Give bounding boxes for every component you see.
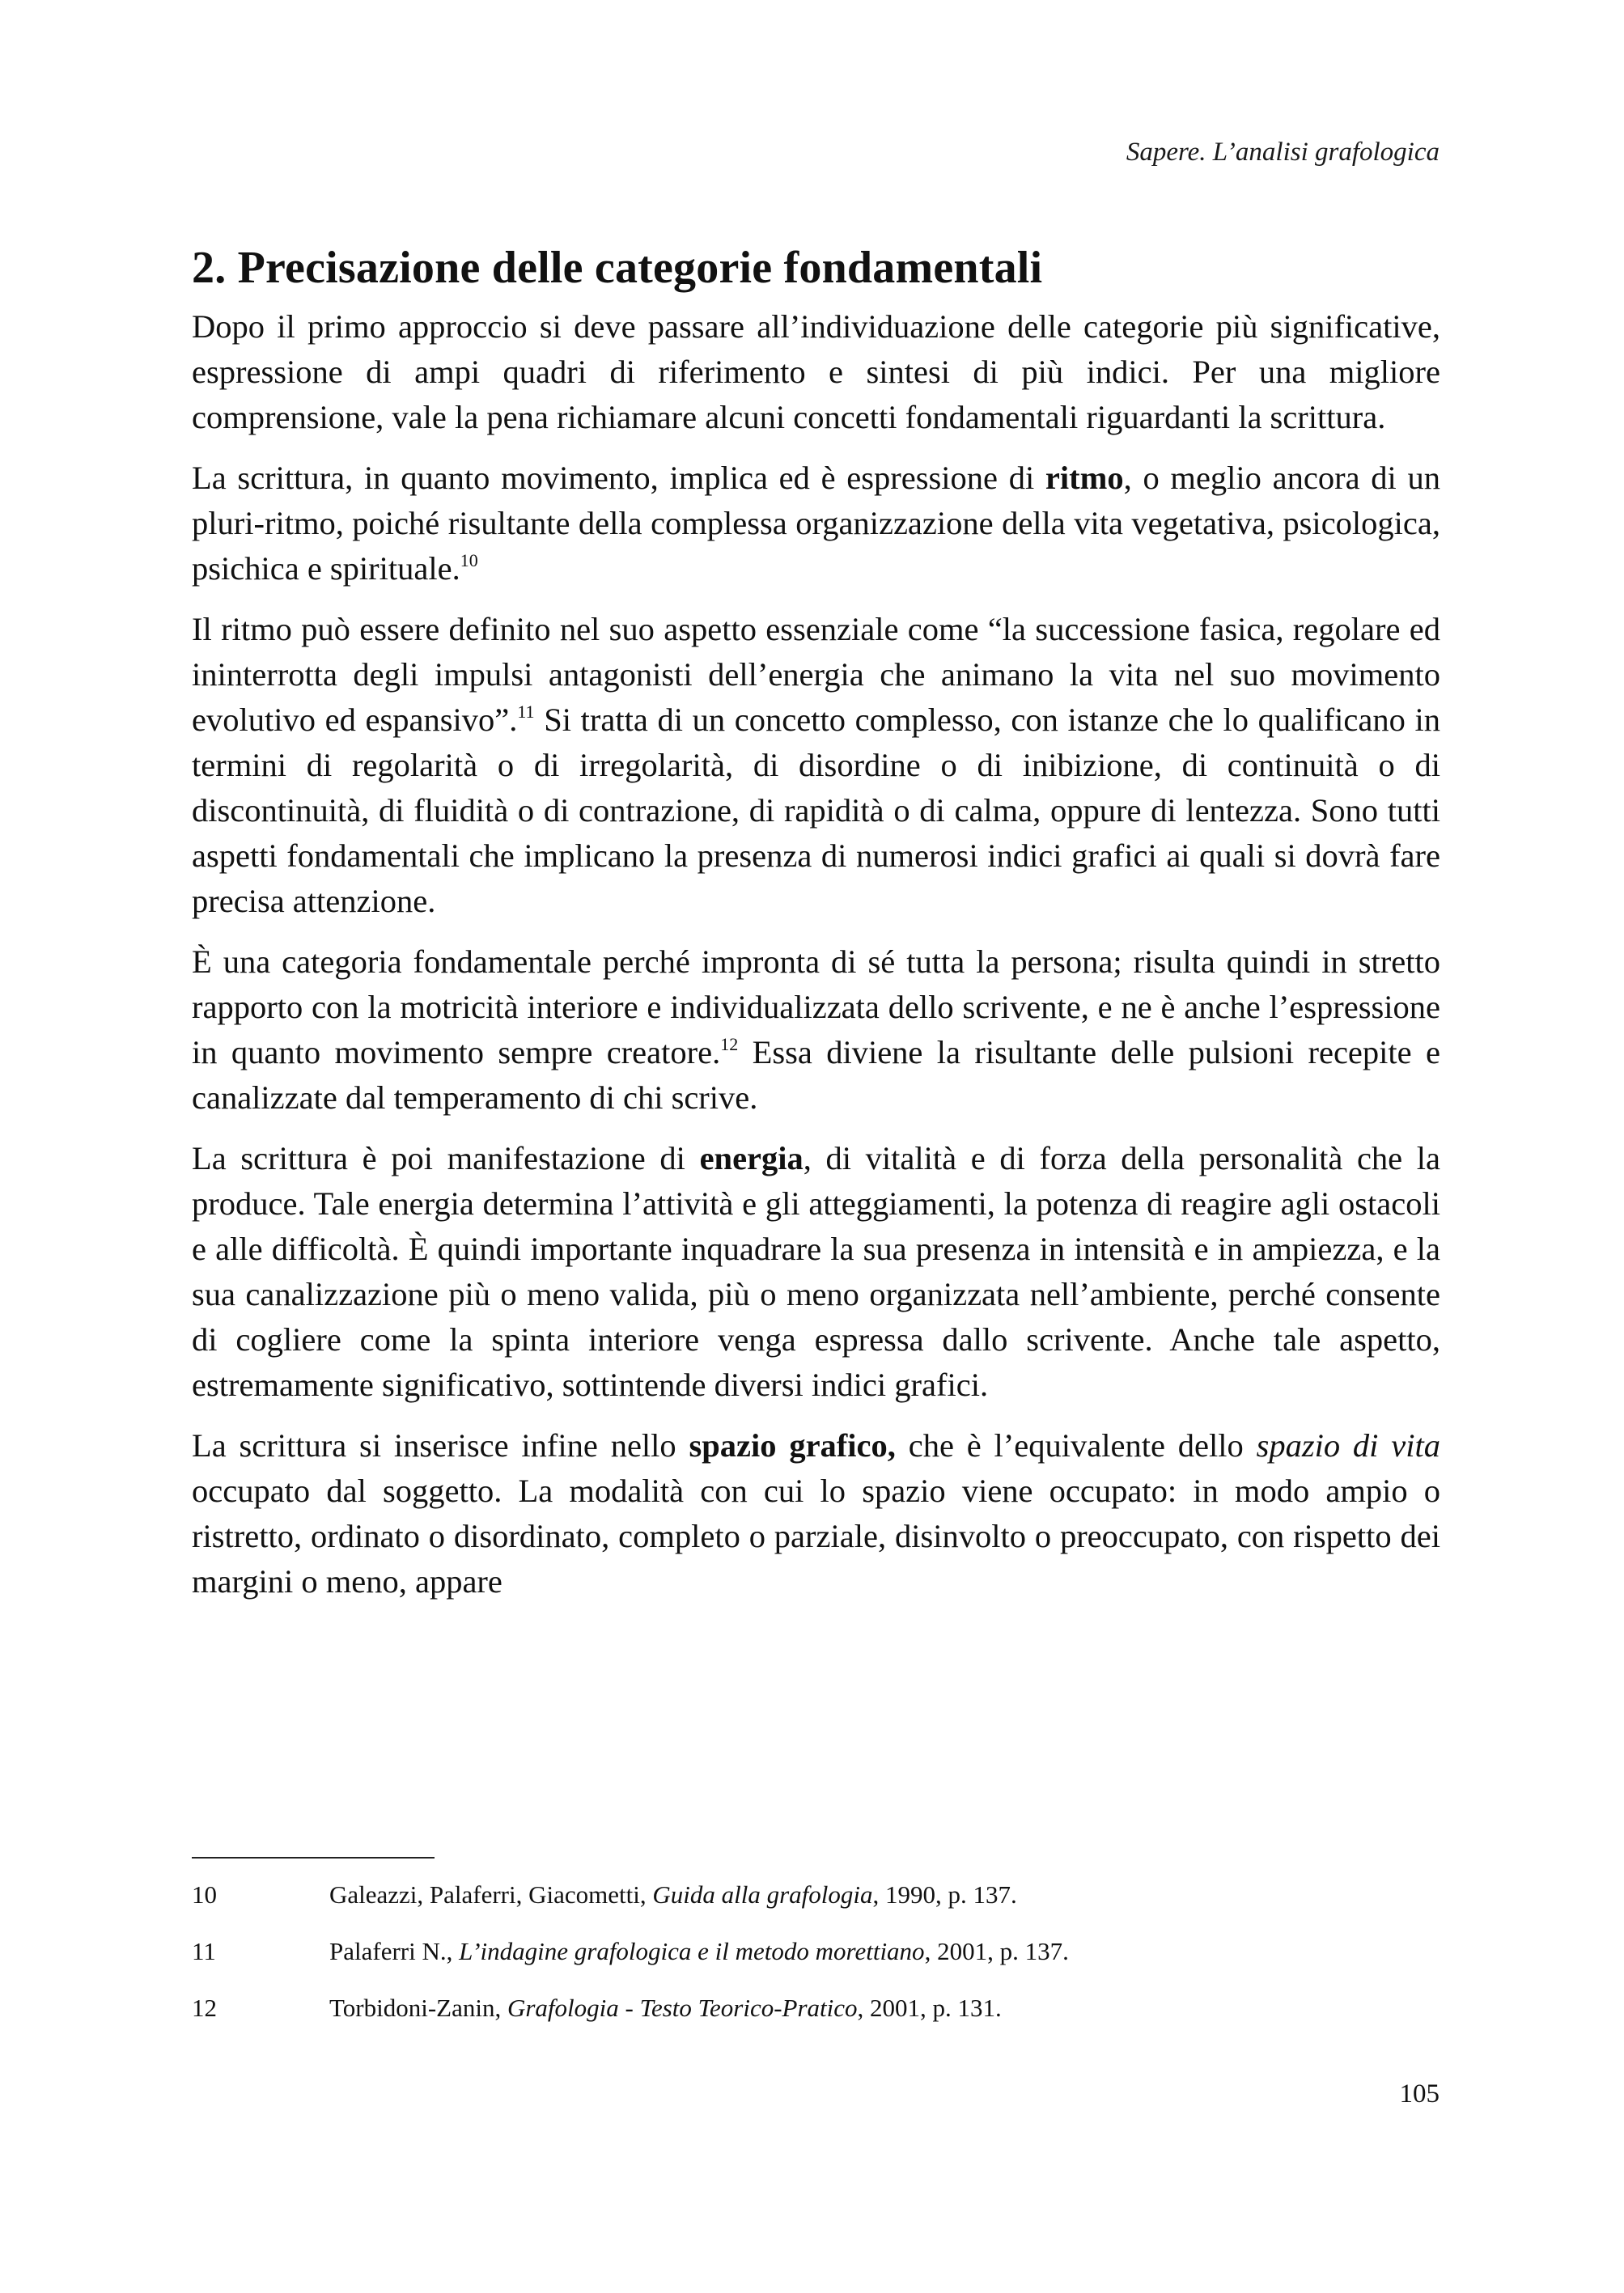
paragraph-1: [192, 304, 1440, 440]
paragraph-text: Il ritmo può essere definito nel suo aspetto essenziale come “la successione fasica, regolare ed ininterrotta degli impulsi antagonisti dell’energia che animano la vita nel suo movimento evolutivo ed espansivo”.: [192, 611, 1440, 738]
paragraph-3: [192, 607, 1440, 924]
footnote-authors: Palaferri N.,: [329, 1937, 460, 1965]
paragraph-text: Dopo il primo approccio si deve passare all’individuazione delle categorie più significative, espressione di ampi quadri di riferimento e sintesi di più indici. Per una migliore comprensione, vale la pena richiamare alcuni concetti fondamentali riguardanti la scrittura.: [192, 308, 1440, 435]
keyword-energia: energia: [699, 1140, 804, 1176]
paragraph-6: [192, 1423, 1440, 1604]
footnote-number: 12: [192, 1994, 217, 2022]
page-number: 105: [1399, 2079, 1440, 2109]
paragraph-text: È una categoria fondamentale perché impronta di sé tutta la persona; risulta quindi in stretto rapporto con la motricità interiore e individualizzata dello scrivente, e ne è anche l’espressione in quanto movimento sempre creatore.: [192, 943, 1440, 1070]
footnote-ref-10[interactable]: 10: [460, 550, 478, 570]
footnote-number: 11: [192, 1937, 216, 1965]
paragraph-text: La scrittura è poi manifestazione di: [192, 1140, 700, 1176]
paragraph-text: Si tratta di un concetto complesso, con istanze che lo qualificano in termini di regolarità o di irregolarità, di disordine o di inibizione, di continuità o di discontinuità, di fluidità o di contrazione, di rapidità o di calma, oppure di lentezza. Sono tutti aspetti fondamentali che implicano la presenza di numerosi indici grafici ai quali si dovrà fare precisa attenzione.: [192, 701, 1440, 919]
footnote-book-title: L’indagine grafologica e il metodo morettiano: [459, 1937, 925, 1965]
footnotes: [192, 1876, 1440, 2045]
footnote-text: [329, 1989, 1002, 2045]
paragraph-text: , di vitalità e di forza della personalità che la produce. Tale energia determina l’attività e gli atteggiamenti, la potenza di reagire agli ostacoli e alle difficoltà. È quindi importante inquadrare la sua presenza in intensità e in ampiezza, e la sua canalizzazione più o meno valida, più o meno organizzata nell’ambiente, perché consente di cogliere come la spinta interiore venga espressa dallo scrivente. Anche tale aspetto, estremamente significativo, sottintende diversi indici grafici.: [192, 1140, 1441, 1403]
paragraph-text: che è l’equivalente dello: [895, 1427, 1257, 1464]
footnote-text: [329, 1876, 1017, 1932]
footnote-pub-info: , 2001, p. 137.: [924, 1937, 1069, 1965]
footnote-authors: Galeazzi, Palaferri, Giacometti,: [329, 1880, 653, 1909]
paragraph-5: [192, 1136, 1440, 1408]
footnote-authors: Torbidoni-Zanin,: [329, 1994, 507, 2022]
paragraph-text: occupato dal soggetto. La modalità con cui lo spazio viene occupato: in modo ampio o ristretto, ordinato o disordinato, completo o parziale, disinvolto o preoccupato, con rispetto dei margini o meno, appare: [192, 1473, 1440, 1600]
footnote-pub-info: , 2001, p. 131.: [857, 1994, 1002, 2022]
paragraph-text: La scrittura si inserisce infine nello: [192, 1427, 689, 1464]
paragraph-text: La scrittura, in quanto movimento, implica ed è espressione di: [192, 460, 1045, 496]
emphasis-spazio-di-vita: spazio di vita: [1256, 1427, 1440, 1464]
keyword-ritmo: ritmo: [1045, 460, 1124, 496]
footnote-pub-info: , 1990, p. 137.: [872, 1880, 1017, 1909]
running-header: Sapere. L’analisi grafologica: [1126, 138, 1440, 167]
paragraph-text: Essa diviene la risultante delle pulsioni recepite e canalizzate dal temperamento di chi scrive.: [192, 1034, 1440, 1116]
footnote-ref-11[interactable]: 11: [517, 701, 535, 722]
keyword-spazio-grafico: spazio grafico,: [689, 1427, 896, 1464]
footnote-book-title: Guida alla grafologia: [652, 1880, 873, 1909]
footnote-text: [329, 1932, 1069, 1989]
footnote-11: [192, 1932, 1440, 1989]
footnote-10: [192, 1876, 1440, 1932]
section-title: 2. Precisazione delle categorie fondamentali: [192, 243, 1043, 293]
footnote-number: 10: [192, 1880, 217, 1909]
main-content: [192, 239, 1440, 1620]
footnote-book-title: Grafologia - Testo Teorico-Pratico: [507, 1994, 858, 2022]
footnote-ref-12[interactable]: 12: [720, 1034, 739, 1054]
paragraph-4: [192, 939, 1440, 1121]
paragraph-text: , o meglio ancora di un pluri-ritmo, poiché risultante della complessa organizzazione della vita vegetativa, psicologica, psichica e spirituale.: [192, 460, 1440, 587]
paragraph-2: [192, 456, 1440, 591]
footnote-12: [192, 1989, 1440, 2045]
footnote-divider: [192, 1857, 435, 1859]
